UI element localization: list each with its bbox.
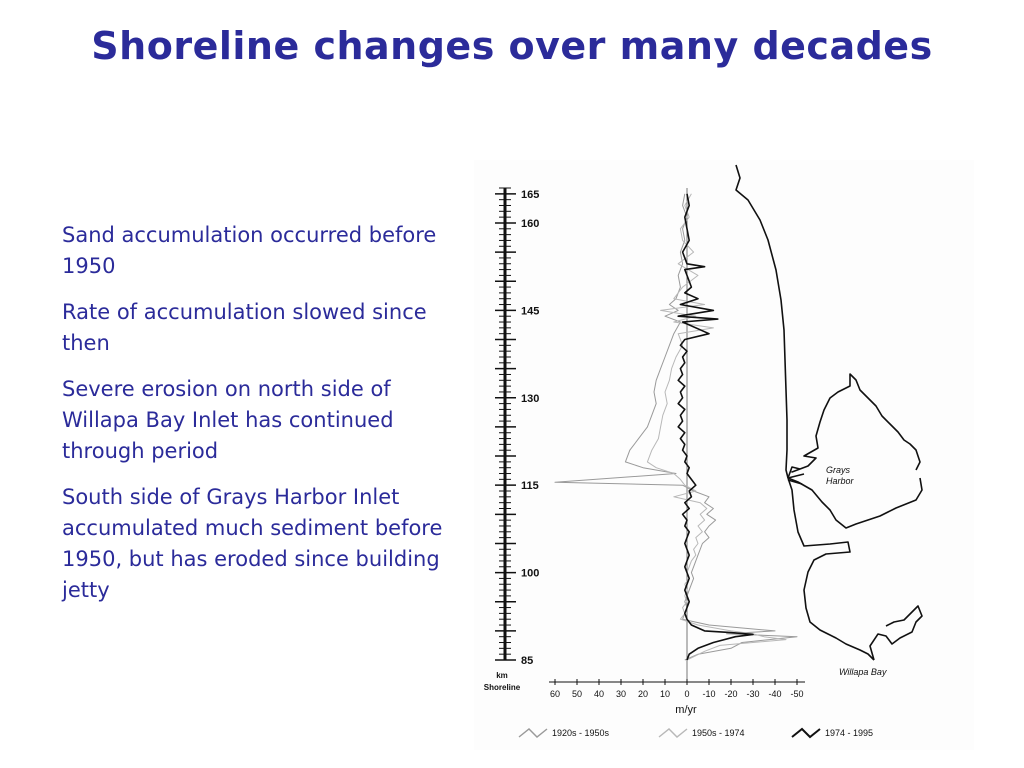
x-tick-label: 0 (684, 689, 690, 699)
x-tick-label: 60 (549, 689, 561, 699)
y-tick-label: 160 (521, 217, 540, 230)
map-label-grays: Grays (826, 465, 851, 475)
y-tick-label: 100 (521, 567, 540, 580)
x-tick-label: 30 (615, 689, 627, 699)
series-line-2 (647, 194, 786, 660)
shoreline-change-chart (474, 160, 974, 750)
y-tick-labels (521, 189, 539, 667)
km-ruler (495, 188, 516, 660)
coastline-south (788, 478, 874, 660)
series-line-1 (555, 194, 797, 660)
bullet-list (62, 220, 447, 621)
x-tick-label: -20 (724, 689, 738, 699)
x-tick-label: 10 (659, 689, 671, 699)
bullet-item: Rate of accumulation slowed since then (62, 300, 427, 355)
grays-harbor-south (788, 478, 922, 528)
legend-swatch (659, 729, 687, 737)
x-axis-label: m/yr (675, 704, 697, 716)
willapa-bay-shore (870, 606, 922, 660)
x-tick-label: 20 (637, 689, 649, 699)
bullet-item: South side of Grays Harbor Inlet accumulated much sediment before 1950, but has eroded since building jetty (62, 485, 443, 602)
legend-swatch (519, 729, 547, 737)
legend-label: 1950s - 1974 (692, 728, 745, 738)
y-axis-label-km: km (496, 671, 508, 680)
legend-swatch (792, 729, 820, 737)
coastline-north (736, 165, 788, 478)
x-tick-label: -50 (790, 689, 804, 699)
y-tick-label: 85 (521, 655, 534, 667)
grays-harbor-shore (788, 374, 920, 478)
legend-label: 1920s - 1950s (552, 728, 610, 738)
x-tick-label: -40 (768, 689, 782, 699)
slide-title: Shoreline changes over many decades (91, 24, 933, 68)
shoreline-figure (474, 160, 974, 750)
x-tick-label: -30 (746, 689, 760, 699)
x-tick-label: -10 (702, 689, 716, 699)
bullet-item: Severe erosion on north side of Willapa Bay Inlet has continued through period (62, 377, 394, 463)
map-label-harbor: Harbor (826, 476, 854, 486)
bullet-item: Sand accumulation occurred before 1950 (62, 223, 437, 278)
series-group (555, 194, 797, 660)
y-axis-label-shoreline: Shoreline (483, 683, 521, 692)
y-tick-label: 145 (521, 305, 540, 318)
map-label-willapa-bay: Willapa Bay (839, 667, 887, 677)
legend-label: 1974 - 1995 (825, 728, 874, 738)
coastline-map (736, 165, 922, 660)
legend (519, 728, 873, 738)
x-tick-label: 50 (571, 689, 583, 699)
y-tick-label: 115 (521, 480, 539, 493)
x-axis (549, 679, 805, 699)
x-tick-label: 40 (593, 689, 605, 699)
y-tick-label: 130 (521, 392, 540, 405)
y-tick-label: 165 (521, 188, 540, 201)
